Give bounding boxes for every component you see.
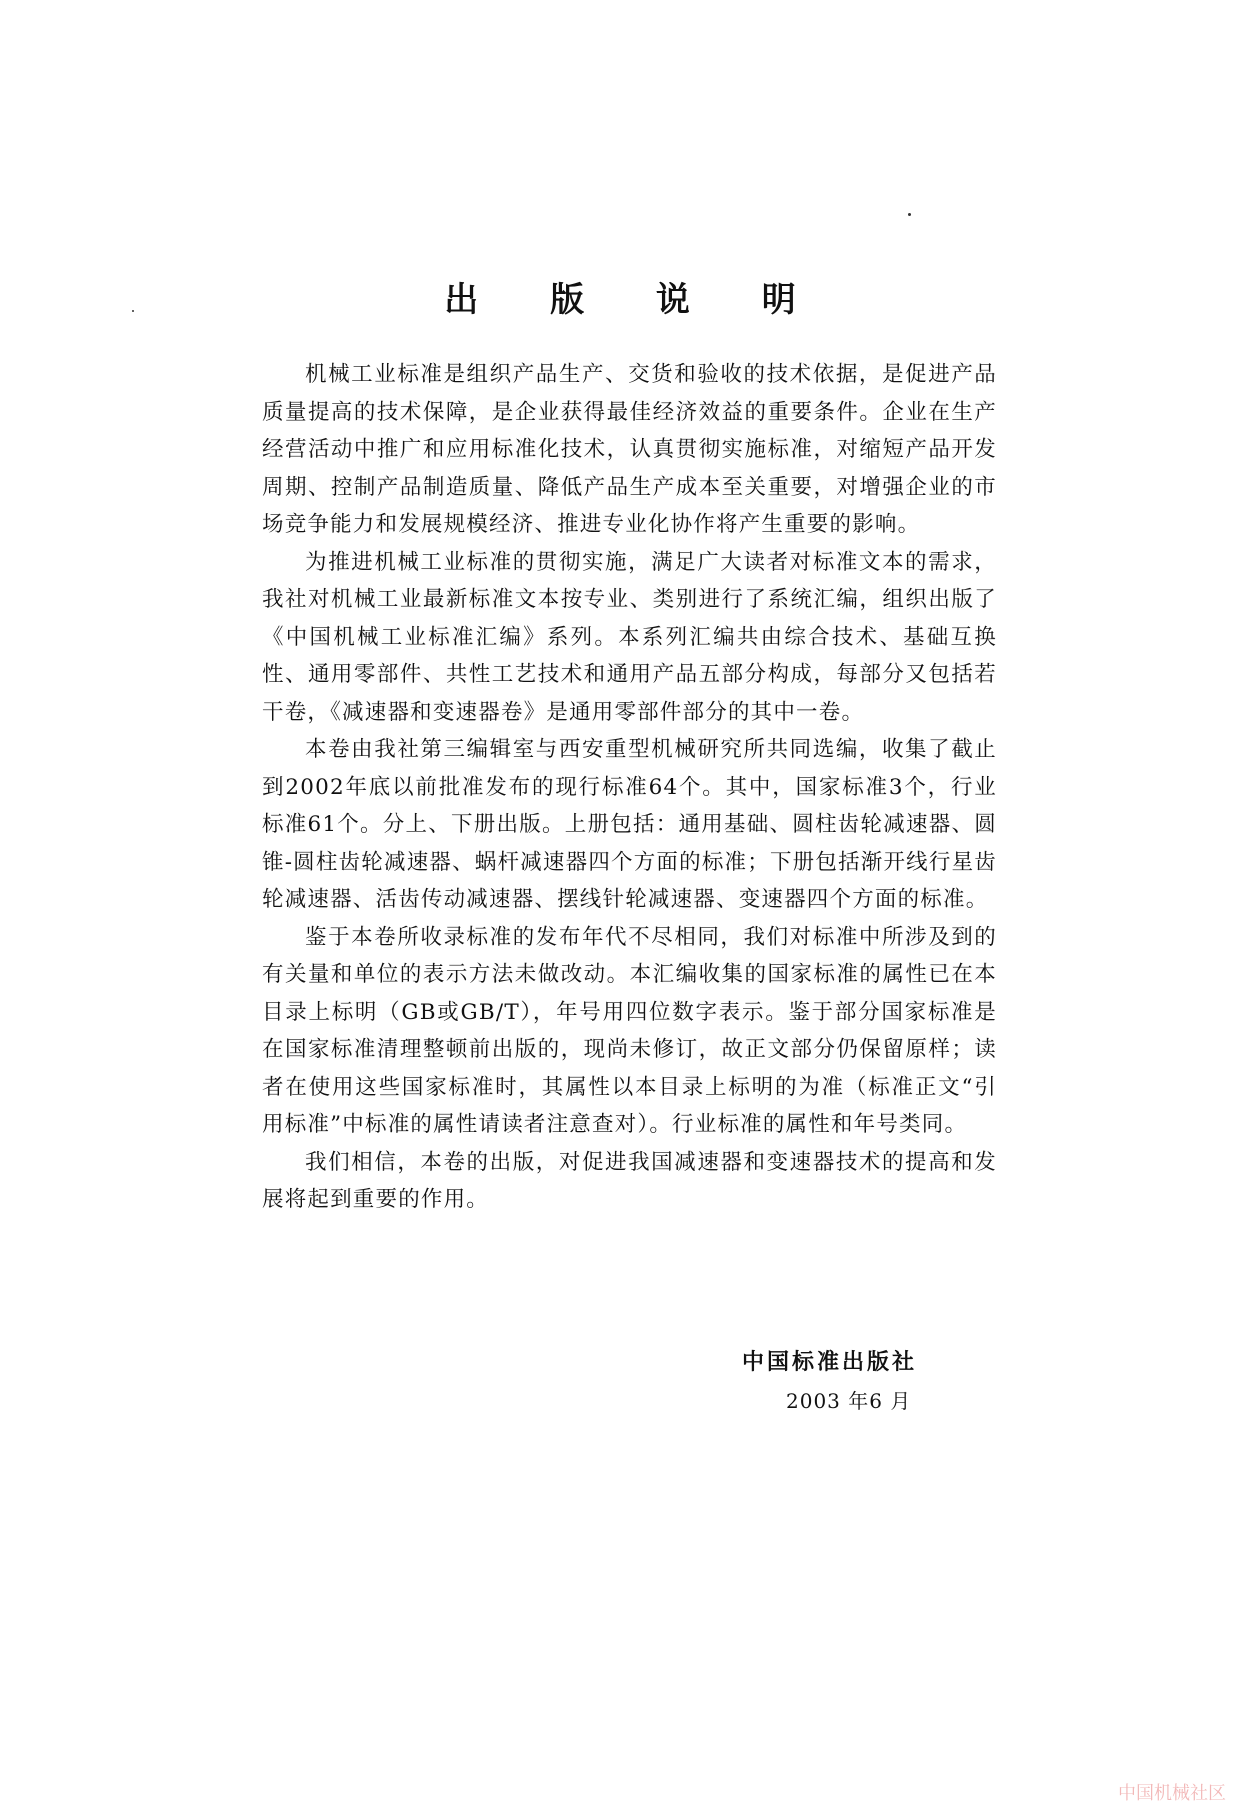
paragraph-4: 鉴于本卷所收录标准的发布年代不尽相同，我们对标准中所涉及到的有关量和单位的表示方法未做改动。本汇编收集的国家标准的属性已在本目录上标明（GB或GB/T），年号用四位数字表示。鉴于部分国家标准是在国家标准清理整顿前出版的，现尚未修订，故正文部分仍保留原样；读者在使用这些国家标准时，其属性以本目录上标明的为准（标准正文“引用标准”中标准的属性请读者注意查对）。行业标准的属性和年号类同。 <box>262 924 997 1137</box>
paragraph-2: 为推进机械工业标准的贯彻实施，满足广大读者对标准文本的需求，我社对机械工业最新标准文本按专业、类别进行了系统汇编，组织出版了《中国机械工业标准汇编》系列。本系列汇编共由综合技术、基础互换性、通用零部件、共性工艺技术和通用产品五部分构成，每部分又包括若干卷，《减速器和变速器卷》是通用零部件部分的其中一卷。 <box>262 549 997 725</box>
paragraph-1: 机械工业标准是组织产品生产、交货和验收的技术依据，是促进产品质量提高的技术保障，是企业获得最佳经济效益的重要条件。企业在生产经营活动中推广和应用标准化技术，认真贯彻实施标准，对缩短产品开发周期、控制产品制造质量、降低产品生产成本至关重要，对增强企业的市场竞争能力和发展规模经济、推进专业化协作将产生重要的影响。 <box>262 362 997 537</box>
publisher-name: 中国标准出版社 <box>742 1350 918 1375</box>
scan-speck <box>908 213 911 216</box>
document-body <box>262 356 997 1219</box>
paragraph-3: 本卷由我社第三编辑室与西安重型机械研究所共同选编，收集了截止到2002年底以前批准发布的现行标准64个。其中，国家标准3个，行业标准61个。分上、下册出版。上册包括：通用基础、圆柱齿轮减速器、圆锥-圆柱齿轮减速器、蜗杆减速器四个方面的标准；下册包括渐开线行星齿轮减速器、活齿传动减速器、摆线针轮减速器、变速器四个方面的标准。 <box>262 737 997 912</box>
page-title: 出 版 说 明 <box>444 280 826 320</box>
paragraph-5: 我们相信，本卷的出版，对促进我国减速器和变速器技术的提高和发展将起到重要的作用。 <box>262 1149 997 1212</box>
site-watermark: 中国机械社区 <box>1118 1783 1226 1804</box>
publication-date: 2003 年6 月 <box>786 1389 912 1413</box>
